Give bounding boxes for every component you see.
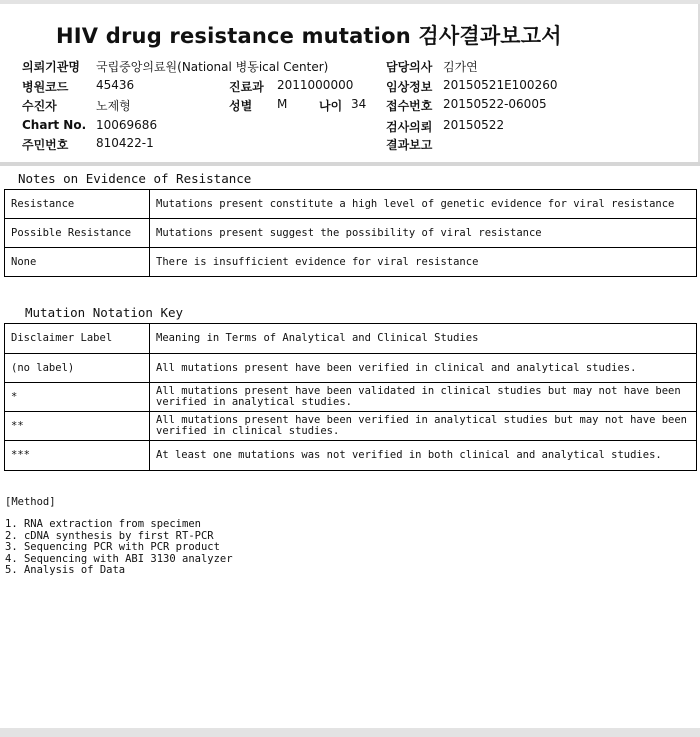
table-row: [5, 190, 697, 219]
doctor-label: 담당의사: [386, 60, 433, 74]
receipt-no-value: 20150522-06005: [443, 97, 547, 111]
evidence-table: [4, 189, 697, 277]
evidence-meaning-cell: There is insufficient evidence for viral resistance: [150, 248, 697, 277]
notation-meaning-cell: All mutations present have been verified in analytical studies but may not have been verified in clinical studies.: [150, 412, 697, 441]
method-title: [Method]: [5, 496, 56, 508]
requesting-org-label: 의뢰기관명: [22, 60, 80, 74]
age-label: 나이: [319, 99, 343, 113]
department-value: 2011000000: [277, 78, 354, 92]
evidence-section-title: Notes on Evidence of Resistance: [18, 171, 252, 186]
evidence-label-cell: Resistance: [5, 190, 150, 219]
patient-value: 노제형: [96, 99, 131, 113]
resident-no-value: 810422-1: [96, 136, 154, 150]
request-date-label: 검사의뢰: [386, 120, 433, 134]
request-date-value: 20150522: [443, 118, 505, 132]
table-row: [5, 412, 697, 441]
hospital-code-label: 병원코드: [22, 80, 69, 94]
table-header-row: [5, 324, 697, 354]
chart-no-value: 10069686: [96, 118, 158, 132]
method-step: 5. Analysis of Data: [5, 564, 126, 576]
evidence-meaning-cell: Mutations present constitute a high level of genetic evidence for viral resistance: [150, 190, 697, 219]
table-row: [5, 354, 697, 383]
result-report-label: 결과보고: [386, 138, 433, 152]
notation-label-cell: **: [5, 412, 150, 441]
sex-value: M: [277, 97, 288, 111]
notation-label-cell: ***: [5, 441, 150, 471]
resident-no-label: 주민번호: [22, 138, 69, 152]
notation-header-label: Disclaimer Label: [5, 324, 150, 354]
notation-label-cell: *: [5, 383, 150, 412]
bottom-border: [0, 728, 700, 737]
method-step: 1. RNA extraction from specimen: [5, 518, 201, 530]
table-row: [5, 219, 697, 248]
method-step: 2. cDNA synthesis by first RT-PCR: [5, 529, 214, 542]
notation-table: [4, 323, 697, 471]
doctor-value: 김가연: [443, 60, 478, 74]
requesting-org-value: 국립중앙의료원(National 병동ical Center): [96, 60, 329, 74]
notation-label-cell: (no label): [5, 354, 150, 383]
chart-no-label: Chart No.: [22, 118, 87, 132]
evidence-label-cell: Possible Resistance: [5, 219, 150, 248]
age-value: 34: [351, 97, 367, 111]
evidence-label-cell: None: [5, 248, 150, 277]
notation-meaning-cell: All mutations present have been validated in clinical studies but may not have been verified in analytical studies.: [150, 383, 697, 412]
department-label: 진료과: [229, 80, 264, 94]
notation-meaning-cell: At least one mutations was not verified in both clinical and analytical studies.: [150, 441, 697, 471]
receipt-no-label: 접수번호: [386, 99, 433, 113]
header-separator: [0, 162, 700, 166]
top-border: [0, 0, 700, 4]
patient-label: 수진자: [22, 99, 57, 113]
report-title: HIV drug resistance mutation 검사결과보고서: [56, 24, 562, 48]
notation-header-meaning: Meaning in Terms of Analytical and Clinical Studies: [150, 324, 697, 354]
notation-section-title: Mutation Notation Key: [25, 305, 184, 320]
evidence-meaning-cell: Mutations present suggest the possibility of viral resistance: [150, 219, 697, 248]
method-step: 4. Sequencing with ABI 3130 analyzer: [5, 552, 233, 565]
method-step: 3. Sequencing PCR with PCR product: [5, 541, 220, 553]
table-row: [5, 441, 697, 471]
table-row: [5, 248, 697, 277]
clinical-info-label: 임상정보: [386, 80, 433, 94]
clinical-info-value: 20150521E100260: [443, 78, 558, 92]
notation-meaning-cell: All mutations present have been verified in clinical and analytical studies.: [150, 354, 697, 383]
hospital-code-value: 45436: [96, 78, 135, 92]
sex-label: 성별: [229, 99, 253, 113]
table-row: [5, 383, 697, 412]
